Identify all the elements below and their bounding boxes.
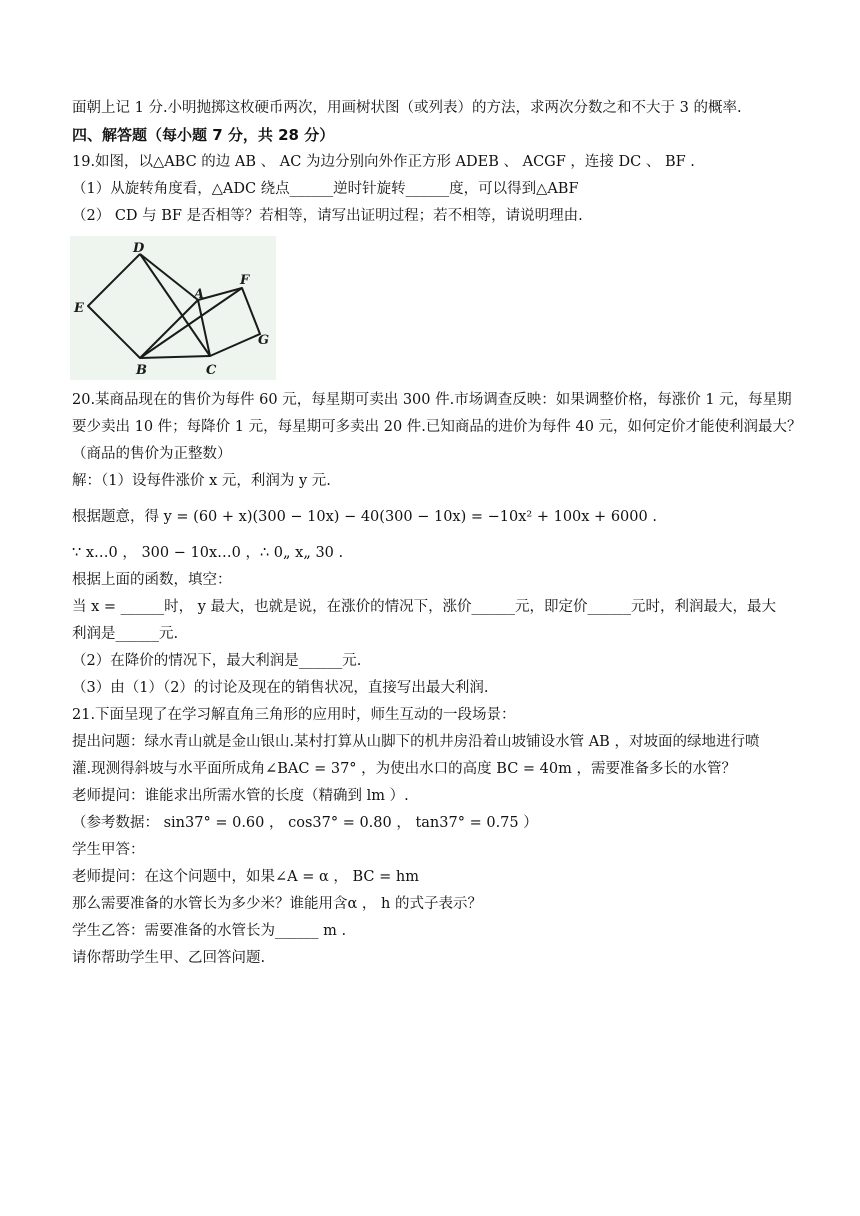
label-E: E bbox=[74, 301, 84, 316]
text-line: 灌.现测得斜坡与水平面所成角∠BAC = 37° ，为使出水口的高度 BC = 40m ，需要准备多长的水管？ bbox=[72, 761, 736, 777]
label-G: G bbox=[258, 333, 270, 348]
formula-line: 根据题意，得 y = (60 + x)(300 − 10x) − 40(300 − 10x) = −10x² + 100x + 6000 . bbox=[72, 509, 657, 525]
text-line: 要少卖出 10 件；每降价 1 元，每星期可多卖出 20 件.已知商品的进价为每件 40 元，如何定价才能使利润最大？ bbox=[72, 419, 802, 435]
text-line: 请你帮助学生甲、乙回答问题. bbox=[72, 950, 266, 966]
question-19: 19.如图，以△ABC 的边 AB 、 AC 为边分别向外作正方形 ADEB 、 ACGF ，连接 DC 、 BF . bbox=[72, 154, 695, 170]
formula-line: ∵ x…0 ， 300 − 10x…0 ，∴ 0„ x„ 30 . bbox=[72, 545, 344, 561]
text-line: 老师提问：在这个问题中，如果∠A = α ， BC = hm bbox=[72, 869, 419, 885]
question-20: 20.某商品现在的售价为每件 60 元，每星期可卖出 300 件.市场调查反映：如果调整价格，每涨价 1 元，每星期 bbox=[72, 392, 792, 408]
text-line: 那么需要准备的水管长为多少米？谁能用含α ， h 的式子表示？ bbox=[72, 896, 482, 912]
reference-data: （参考数据： sin37° = 0.60 ， cos37° = 0.80 ， tan37° = 0.75 ） bbox=[72, 815, 538, 831]
label-B: B bbox=[136, 363, 147, 378]
question-21: 21.下面呈现了在学习解直角三角形的应用时，师生互动的一段场景： bbox=[72, 707, 516, 723]
label-C: C bbox=[206, 363, 217, 378]
text-line: 学生甲答： bbox=[72, 842, 145, 858]
question-19-part-1: （1）从旋转角度看，△ADC 绕点______逆时针旋转______度，可以得到△ABF bbox=[72, 181, 579, 197]
text-line: 老师提问：谁能求出所需水管的长度（精确到 lm ）. bbox=[72, 788, 409, 804]
label-A: A bbox=[194, 287, 205, 302]
text-line: （商品的售价为正整数） bbox=[72, 446, 232, 462]
geometry-figure bbox=[70, 236, 276, 380]
fill-blank-line: 利润是______元. bbox=[72, 626, 179, 642]
fill-blank-line: （2）在降价的情况下，最大利润是______元. bbox=[72, 653, 362, 669]
text-line: 面朝上记 1 分.小明抛掷这枚硬币两次，用画树状图（或列表）的方法，求两次分数之和不大于 3 的概率. bbox=[72, 100, 742, 116]
label-D: D bbox=[133, 241, 145, 256]
label-F: F bbox=[240, 273, 250, 288]
text-line: 根据上面的函数，填空： bbox=[72, 572, 232, 588]
section-heading: 四、解答题（每小题 7 分，共 28 分） bbox=[72, 126, 335, 144]
fill-blank-line: 当 x = ______时， y 最大，也就是说，在涨价的情况下，涨价______元，即定价______元时，利润最大，最大 bbox=[72, 599, 777, 615]
text-line: （3）由（1）（2）的讨论及现在的销售状况，直接写出最大利润. bbox=[72, 680, 489, 696]
fill-blank-line: 学生乙答：需要准备的水管长为______ m . bbox=[72, 923, 347, 939]
text-line: 解：（1）设每件涨价 x 元，利润为 y 元. bbox=[72, 473, 331, 489]
text-line: 提出问题：绿水青山就是金山银山.某村打算从山脚下的机井房沿着山坡铺设水管 AB ，对坡面的绿地进行喷 bbox=[72, 734, 760, 750]
squares-on-triangle-diagram bbox=[70, 236, 276, 380]
question-19-part-2: （2） CD 与 BF 是否相等？若相等，请写出证明过程；若不相等，请说明理由. bbox=[72, 208, 583, 224]
